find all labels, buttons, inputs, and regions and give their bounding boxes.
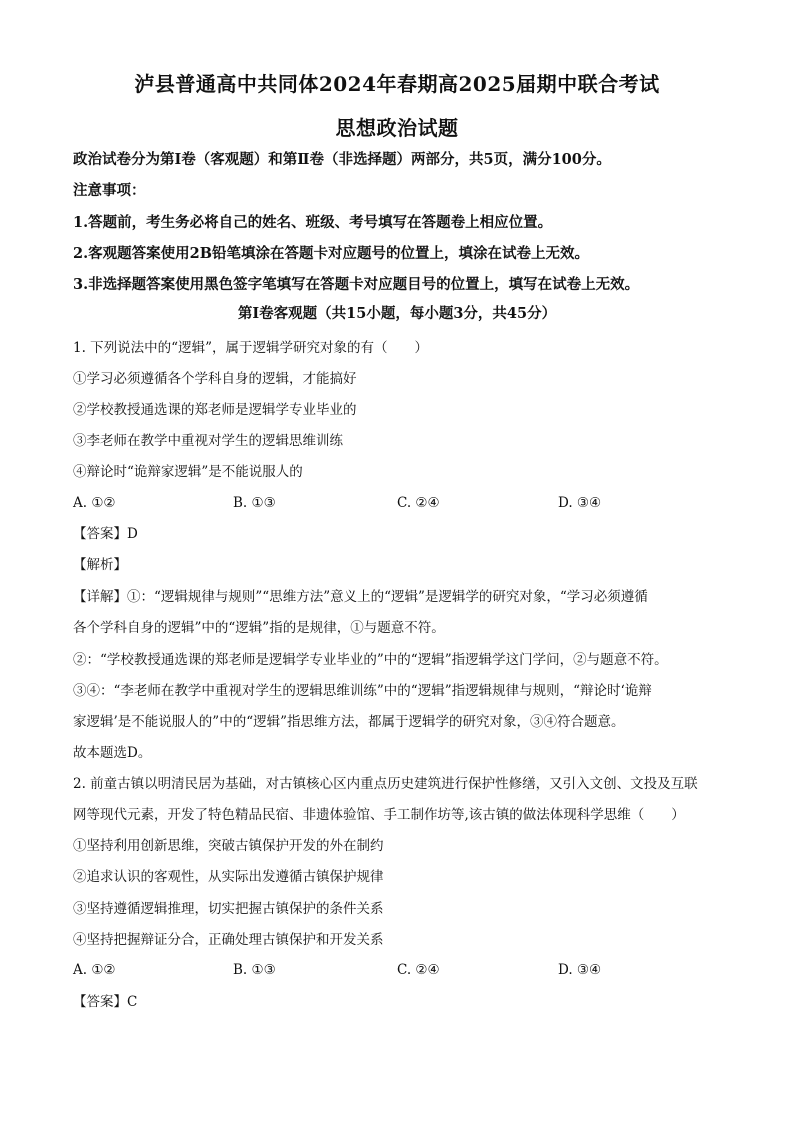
exam-subtitle: 思想政治试题 [335, 116, 459, 140]
option-c: C. ②④ [397, 962, 440, 978]
answer-line [73, 993, 137, 1011]
option-b: B. ①③ [233, 495, 276, 511]
detail-line: 故本题选D。 [73, 745, 152, 761]
option-b: B. ①③ [233, 962, 276, 978]
statement: ②追求认识的客观性，从实际出发遵循古镇保护规律 [73, 869, 384, 885]
answer-value: D [127, 526, 138, 542]
option-a: A. ①② [73, 495, 116, 511]
detail-line: 家逻辑’是不能说服人的”中的“逻辑”指思维方法，都属于逻辑学的研究对象，③④符合题意。 [73, 714, 625, 730]
detail-text: ①：“逻辑规律与规则”“思维方法”意义上的“逻辑”是逻辑学的研究对象，“学习必须遵循 [127, 589, 648, 605]
question-stem: 2. 前童古镇以明清民居为基础，对古镇核心区内重点历史建筑进行保护性修缮，又引入文创、文投及互联 [73, 776, 698, 792]
answer-value: C [127, 994, 138, 1010]
statement: ②学校教授通选课的郑老师是逻辑学专业毕业的 [73, 402, 357, 418]
option-d: D. ③④ [558, 495, 602, 511]
detail-line: ③④：“李老师在教学中重视对学生的逻辑思维训练”中的“逻辑”指逻辑规律与规则，“辩论时‘诡辩 [73, 683, 652, 699]
instruction-item: 3.非选择题答案使用黑色签字笔填写在答题卡对应题目号的位置上，填写在试卷上无效。 [73, 276, 640, 293]
statement: ③坚持遵循逻辑推理，切实把握古镇保护的条件关系 [73, 901, 384, 917]
statement: ③李老师在教学中重视对学生的逻辑思维训练 [73, 433, 343, 449]
option-c: C. ②④ [397, 495, 440, 511]
statement: ①学习必须遵循各个学科自身的逻辑，才能搞好 [73, 371, 357, 387]
detail-label: 【详解】 [73, 589, 127, 605]
section-title: 第Ⅰ卷客观题（共15小题，每小题3分，共45分） [237, 305, 557, 322]
statement: ④坚持把握辩证分合，正确处理古镇保护和开发关系 [73, 932, 384, 948]
instruction-item: 2.客观题答案使用2B铅笔填涂在答题卡对应题号的位置上，填涂在试卷上无效。 [73, 245, 589, 262]
question-stem: 网等现代元素，开发了特色精品民宿、非遗体验馆、手工制作坊等,该古镇的做法体现科学思维（ ） [73, 807, 685, 823]
option-a: A. ①② [73, 962, 116, 978]
instruction-item: 1.答题前，考生务必将自己的姓名、班级、考号填写在答题卷上相应位置。 [73, 214, 553, 231]
detail-line: ②：“学校教授通选课的郑老师是逻辑学专业毕业的”中的“逻辑”指逻辑学这门学问，②与题意不符。 [73, 652, 668, 668]
answer-label: 【答案】 [73, 994, 127, 1010]
statement: ④辩论时“诡辩家逻辑”是不能说服人的 [73, 464, 303, 480]
instructions-intro: 政治试卷分为第Ⅰ卷（客观题）和第Ⅱ卷（非选择题）两部分，共5页，满分100分。 [73, 151, 611, 168]
statement: ①坚持利用创新思维，突破古镇保护开发的外在制约 [73, 838, 384, 854]
question-stem: 1. 下列说法中的“逻辑”，属于逻辑学研究对象的有（ ） [73, 340, 428, 356]
answer-line [73, 525, 138, 543]
option-d: D. ③④ [558, 962, 602, 978]
analysis-label: 【解析】 [73, 557, 127, 573]
detail-line [73, 588, 648, 606]
exam-title: 泸县普通高中共同体2024年春期高2025届期中联合考试 [134, 72, 660, 96]
detail-line: 各个学科自身的逻辑”中的“逻辑”指的是规律，①与题意不符。 [73, 620, 445, 636]
answer-label: 【答案】 [73, 526, 127, 542]
instructions-heading: 注意事项： [73, 182, 146, 199]
